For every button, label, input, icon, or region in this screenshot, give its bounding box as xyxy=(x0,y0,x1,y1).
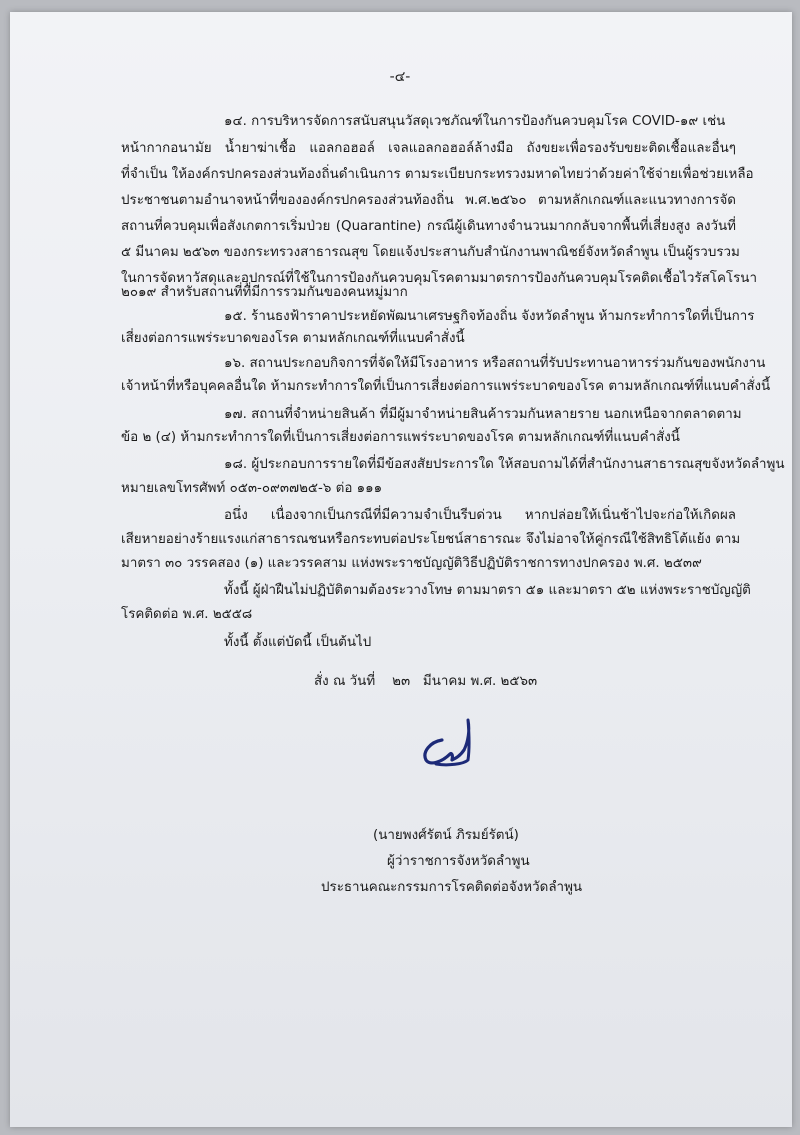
paragraph-14-line-2: หน้ากากอนามัย น้ำยาฆ่าเชื้อ แอลกอฮอล์ เจลแอลกอฮอล์ล้างมือ ถังขยะเพื่อรองรับขยะติดเชื้อและอื่นๆ xyxy=(121,141,736,156)
penalty-line-2: โรคติดต่อ พ.ศ. ๒๕๕๘ xyxy=(121,607,253,622)
paragraph-17-line-2: ข้อ ๒ (๔) ห้ามกระทำการใดที่เป็นการเสี่ยงต่อการแพร่ระบาดของโรค ตามหลักเกณฑ์ที่แนบคำสั่งนี้ xyxy=(121,430,680,445)
paragraph-15-line-2: เสี่ยงต่อการแพร่ระบาดของโรค ตามหลักเกณฑ์ที่แนบคำสั่งนี้ xyxy=(121,331,465,346)
urgency-line-2: เสียหายอย่างร้ายแรงแก่สาธารณชนหรือกระทบต่อประโยชน์สาธารณะ จึงไม่อาจให้คู่กรณีใช้สิทธิโต้แย้ง ตาม xyxy=(121,532,741,547)
paragraph-14-line-3: ที่จำเป็น ให้องค์กรปกครองส่วนท้องถิ่นดำเนินการ ตามระเบียบกระทรวงมหาดไทยว่าด้วยค่าใช้จ่ายเพื่อช่วยเหลือ xyxy=(121,167,754,182)
paragraph-15-line-1: ๑๕. ร้านธงฟ้าราคาประหยัดพัฒนาเศรษฐกิจท้องถิ่น จังหวัดลำพูน ห้ามกระทำการใดที่เป็นการ xyxy=(224,309,755,324)
paragraph-14-line-5: สถานที่ควบคุมเพื่อสังเกตการเริ่มป่วย (Quarantine) กรณีผู้เดินทางจำนวนมากกลับจากพื้นที่เสี่ยงสูง ลงวันที่ xyxy=(121,219,736,234)
paragraph-14-line-1: ๑๔. การบริหารจัดการสนับสนุนวัสดุเวชภัณฑ์ในการป้องกันควบคุมโรค COVID-๑๙ เช่น xyxy=(224,114,726,129)
signatory-title-governor: ผู้ว่าราชการจังหวัดลำพูน xyxy=(387,854,530,869)
paragraph-14-line-8: ๒๐๑๙ สำหรับสถานที่ที่มีการรวมกันของคนหมู่มาก xyxy=(121,285,408,300)
urgency-line-1: อนึ่ง เนื่องจากเป็นกรณีที่มีความจำเป็นรีบด่วน หากปล่อยให้เนิ่นช้าไปจะก่อให้เกิดผล xyxy=(224,508,736,523)
paragraph-16-line-2: เจ้าหน้าที่หรือบุคคลอื่นใด ห้ามกระทำการใดที่เป็นการเสี่ยงต่อการแพร่ระบาดของโรค ตามหลักเกณฑ์ที่แนบคำสั่งนี้ xyxy=(121,379,771,394)
paragraph-14-line-7: ในการจัดหาวัสดุและอุปกรณ์ที่ใช้ในการป้องกันควบคุมโรคตามมาตรการป้องกันควบคุมโรคติดเชื้อไวรัสโคโรนา xyxy=(121,271,757,286)
paragraph-14-line-6: ๕ มีนาคม ๒๕๖๓ ของกระทรวงสาธารณสุข โดยแจ้งประสานกับสำนักงานพาณิชย์จังหวัดลำพูน เป็นผู้รวบรวม xyxy=(121,245,740,260)
paragraph-18-line-2: หมายเลขโทรศัพท์ ๐๕๓-๐๙๓๗๒๕-๖ ต่อ ๑๑๑ xyxy=(121,481,383,496)
paragraph-16-line-1: ๑๖. สถานประกอบกิจการที่จัดให้มีโรงอาหาร หรือสถานที่รับประทานอาหารร่วมกันของพนักงาน xyxy=(224,356,766,371)
page-number: -๔- xyxy=(389,69,411,85)
signatory-name: (นายพงศ์รัตน์ ภิรมย์รัตน์) xyxy=(373,828,519,843)
effective-date-line: ทั้งนี้ ตั้งแต่บัดนี้ เป็นต้นไป xyxy=(224,635,372,650)
handwritten-signature xyxy=(412,712,482,770)
urgency-line-3: มาตรา ๓๐ วรรคสอง (๑) และวรรคสาม แห่งพระราชบัญญัติวิธีปฏิบัติราชการทางปกครอง พ.ศ. ๒๕๓๙ xyxy=(121,556,702,571)
penalty-line-1: ทั้งนี้ ผู้ฝ่าฝืนไม่ปฏิบัติตามต้องระวางโทษ ตามมาตรา ๕๑ และมาตรา ๕๒ แห่งพระราชบัญญัติ xyxy=(224,583,751,598)
paragraph-17-line-1: ๑๗. สถานที่จำหน่ายสินค้า ที่มีผู้มาจำหน่ายสินค้ารวมกันหลายราย นอกเหนือจากตลาดตาม xyxy=(224,407,742,422)
order-date-line: สั่ง ณ วันที่ ๒๓ มีนาคม พ.ศ. ๒๕๖๓ xyxy=(314,674,538,689)
signatory-title-committee: ประธานคณะกรรมการโรคติดต่อจังหวัดลำพูน xyxy=(321,880,583,895)
paragraph-18-line-1: ๑๘. ผู้ประกอบการรายใดที่มีข้อสงสัยประการใด ให้สอบถามได้ที่สำนักงานสาธารณสุขจังหวัดลำพูน xyxy=(224,457,785,472)
paragraph-14-line-4: ประชาชนตามอำนาจหน้าที่ขององค์กรปกครองส่วนท้องถิ่น พ.ศ.๒๕๖๐ ตามหลักเกณฑ์และแนวทางการจัด xyxy=(121,193,736,208)
